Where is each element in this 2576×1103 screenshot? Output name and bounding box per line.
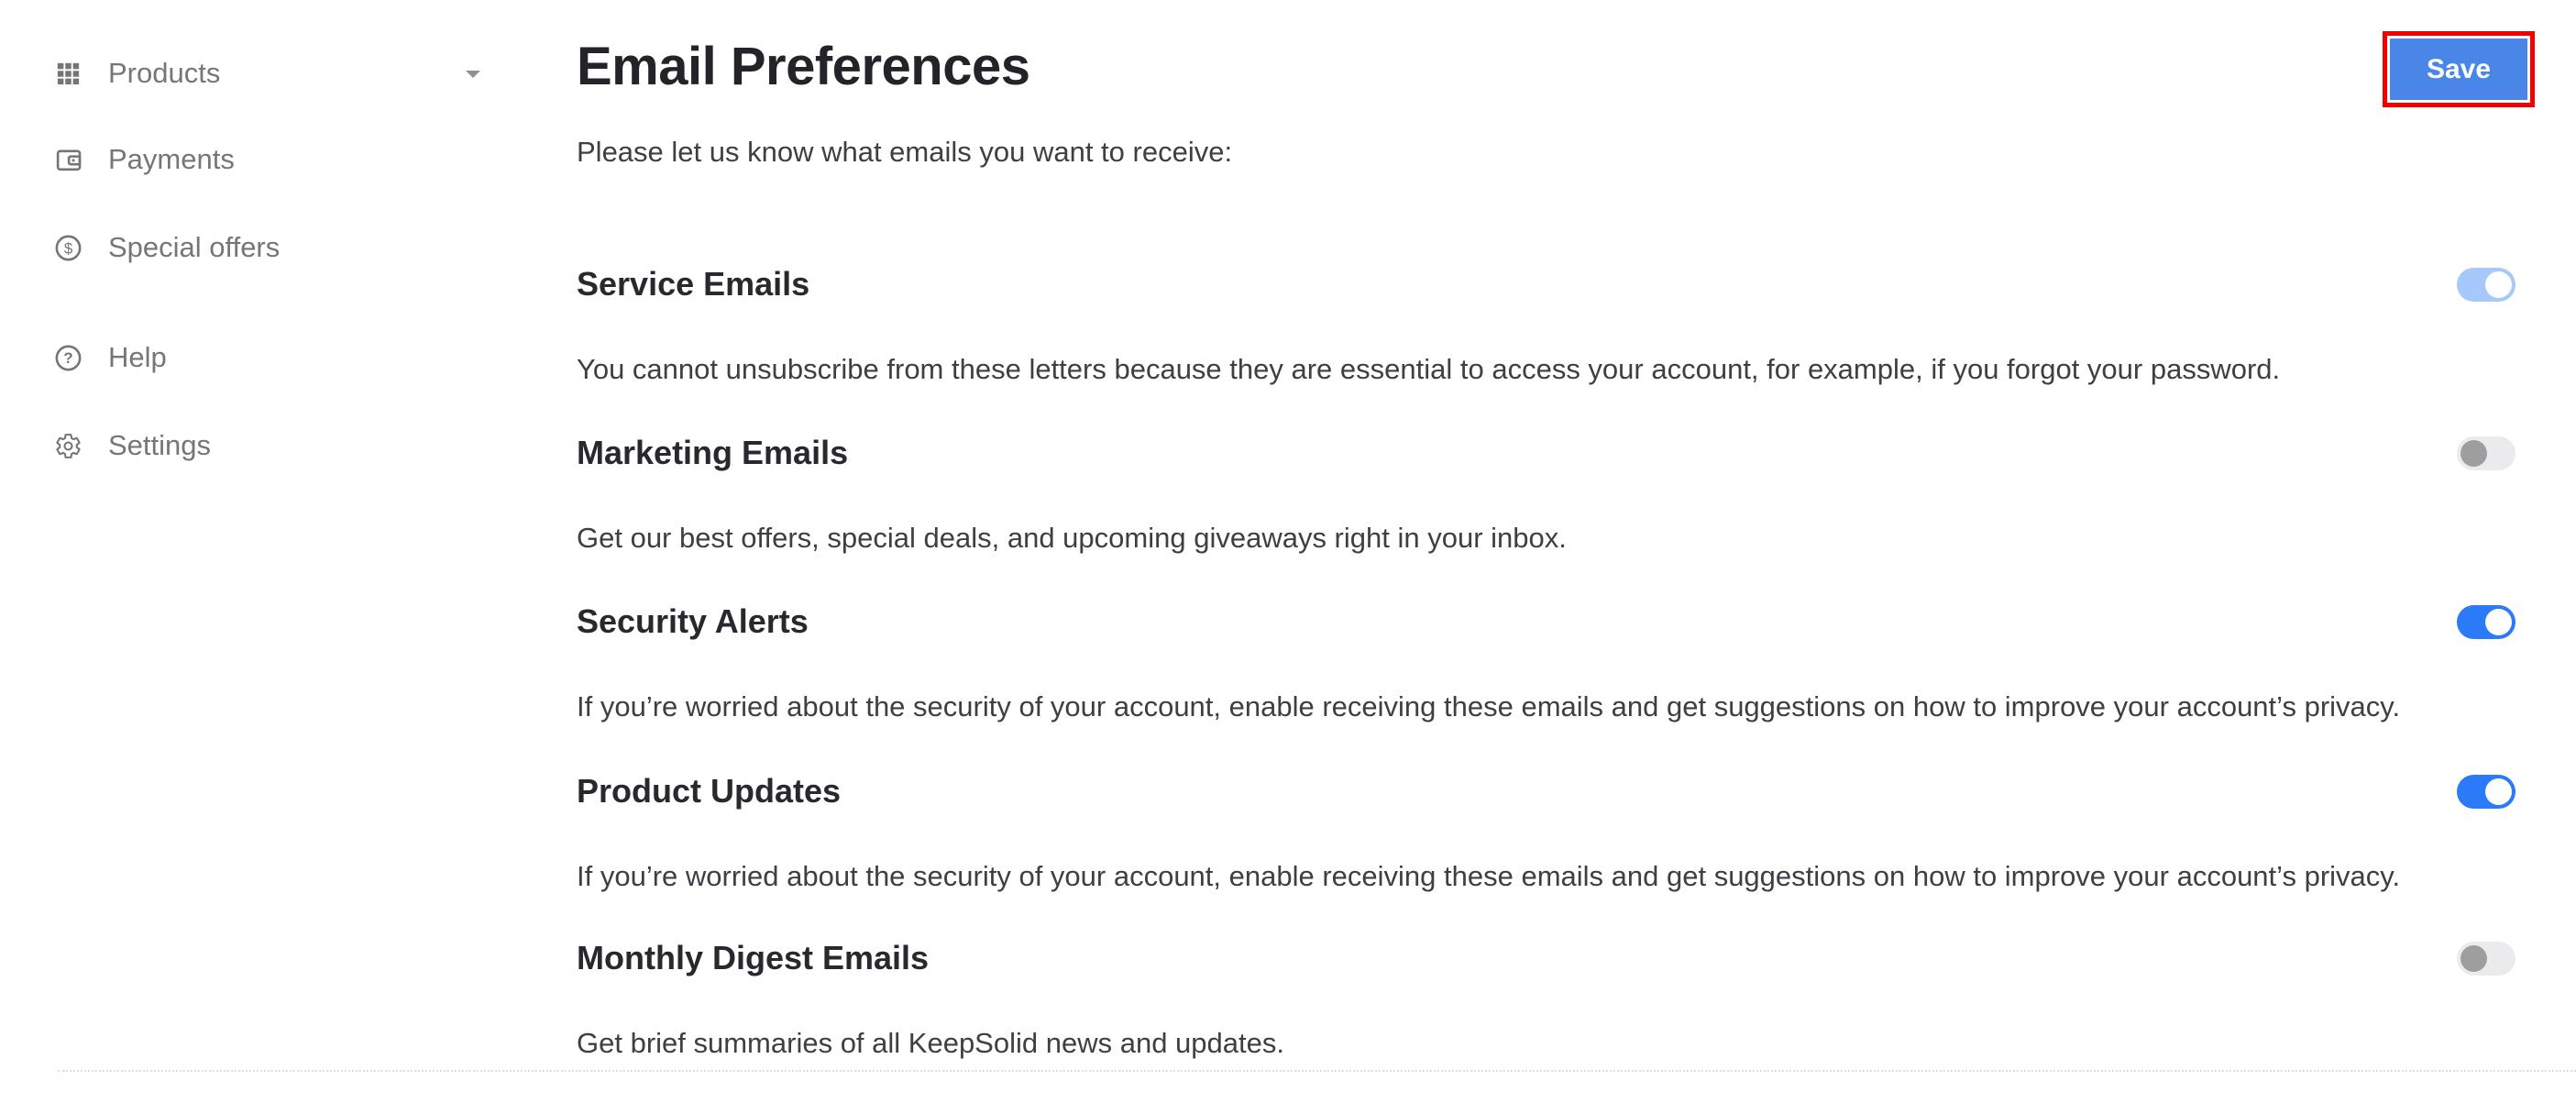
toggle-knob	[2460, 945, 2487, 972]
preference-title: Monthly Digest Emails	[577, 939, 930, 976]
sidebar-item-products[interactable]	[53, 53, 447, 94]
svg-text:$: $	[63, 238, 72, 257]
preference-description: You cannot unsubscribe from these letters because they are essential to access your account, for example, if you forgot your password.	[577, 353, 2281, 385]
toggle-service-emails[interactable]	[2457, 268, 2515, 302]
toggle-knob	[2485, 271, 2512, 298]
gear-icon	[53, 431, 83, 460]
sidebar-item-label: Special offers	[108, 231, 281, 263]
save-button-highlight	[2383, 31, 2535, 107]
preference-title: Service Emails	[577, 265, 810, 303]
preference-row-service-emails	[577, 264, 2535, 429]
question-circle-icon	[53, 343, 83, 372]
toggle-knob	[2460, 440, 2487, 467]
toggle-marketing-emails[interactable]	[2457, 436, 2515, 470]
sidebar-item-settings[interactable]	[53, 425, 211, 466]
toggle-security-alerts[interactable]	[2457, 605, 2515, 639]
preference-title: Product Updates	[577, 772, 842, 810]
sidebar-item-help[interactable]	[53, 337, 167, 378]
preference-description: Get brief summaries of all KeepSolid news and updates.	[577, 1027, 1284, 1059]
sidebar-item-label: Help	[108, 341, 167, 373]
email-preferences-page	[577, 0, 2535, 1078]
dollar-circle-icon	[53, 233, 83, 262]
grid-icon	[53, 59, 83, 88]
bottom-divider	[58, 1070, 2576, 1072]
chevron-down-icon	[464, 70, 482, 79]
wallet-icon	[53, 145, 83, 174]
svg-text:?: ?	[62, 348, 73, 367]
page-title: Email Preferences	[577, 37, 1030, 96]
sidebar-item-payments[interactable]	[53, 139, 235, 180]
preference-row-product-updates	[577, 771, 2535, 936]
preference-row-monthly-digest	[577, 938, 2535, 1103]
sidebar-item-label: Payments	[108, 143, 235, 175]
toggle-knob	[2485, 609, 2512, 635]
preference-description: If you’re worried about the security of your account, enable receiving these emails and get suggestions on how to improve your account’s privacy.	[577, 860, 2401, 892]
sidebar-item-label: Settings	[108, 429, 212, 461]
preference-description: Get our best offers, special deals, and upcoming giveaways right in your inbox.	[577, 522, 1567, 554]
preference-title: Security Alerts	[577, 602, 809, 640]
sidebar	[0, 0, 495, 1078]
toggle-product-updates[interactable]	[2457, 775, 2515, 809]
preference-description: If you’re worried about the security of your account, enable receiving these emails and get suggestions on how to improve your account’s privacy.	[577, 690, 2401, 722]
sidebar-item-special-offers[interactable]	[53, 227, 280, 268]
sidebar-item-label: Products	[108, 57, 221, 89]
preference-row-security-alerts	[577, 601, 2535, 767]
toggle-monthly-digest-emails[interactable]	[2457, 942, 2515, 976]
page-subtitle: Please let us know what emails you want to receive:	[577, 136, 1233, 168]
toggle-knob	[2485, 778, 2512, 805]
save-button[interactable]: Save	[2390, 39, 2527, 100]
preference-row-marketing-emails	[577, 433, 2535, 598]
preference-title: Marketing Emails	[577, 434, 849, 471]
